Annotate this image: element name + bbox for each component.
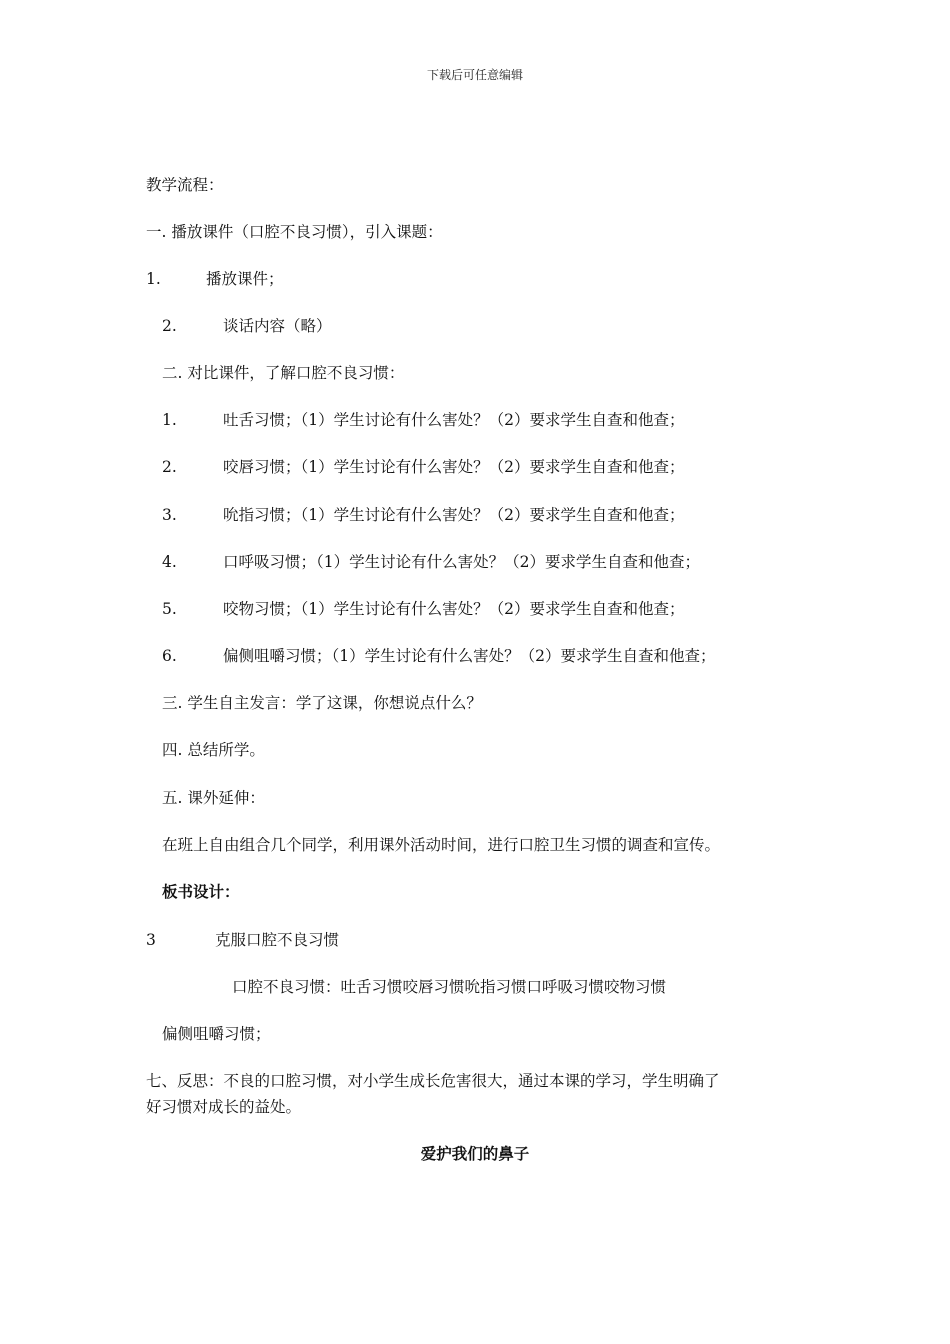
list-item: 吐舌习惯；（1）学生讨论有什么害处？（2）要求学生自查和他查； bbox=[223, 411, 685, 429]
list-item-number: 1. bbox=[162, 411, 177, 429]
board-design-heading: 板书设计： bbox=[162, 882, 240, 901]
list-item: 吮指习惯；（1）学生讨论有什么害处？（2）要求学生自查和他查； bbox=[223, 506, 685, 524]
list-item: 口呼吸习惯；（1）学生讨论有什么害处？（2）要求学生自查和他查； bbox=[223, 553, 700, 571]
list-item-number: 2. bbox=[162, 458, 177, 476]
list-item-number: 2. bbox=[162, 317, 177, 335]
section-2-heading: 二. 对比课件，了解口腔不良习惯： bbox=[162, 364, 405, 382]
list-item-number: 1. bbox=[146, 270, 161, 288]
intro-heading: 教学流程： bbox=[146, 176, 224, 194]
list-item-number: 4. bbox=[162, 553, 177, 571]
list-item-number: 6. bbox=[162, 647, 177, 665]
reflection-text: 七、反思：不良的口腔习惯，对小学生成长危害很大，通过本课的学习，学生明确了 bbox=[146, 1072, 720, 1090]
list-item: 谈话内容（略） bbox=[223, 317, 332, 335]
list-item: 偏侧咀嚼习惯；（1）学生讨论有什么害处？（2）要求学生自查和他查； bbox=[223, 647, 716, 665]
list-item: 播放课件； bbox=[206, 270, 284, 288]
section-4-heading: 四. 总结所学。 bbox=[162, 741, 265, 759]
board-title: 克服口腔不良习惯 bbox=[215, 931, 340, 949]
section-1-heading: 一. 播放课件（口腔不良习惯），引入课题： bbox=[146, 223, 443, 241]
list-item: 咬物习惯；（1）学生讨论有什么害处？（2）要求学生自查和他查； bbox=[223, 600, 685, 618]
board-line: 偏侧咀嚼习惯； bbox=[162, 1025, 271, 1043]
reflection-text: 好习惯对成长的益处。 bbox=[146, 1098, 302, 1116]
list-item-number: 5. bbox=[162, 600, 177, 618]
page-header: 下载后可任意编辑 bbox=[426, 68, 523, 82]
board-line: 口腔不良习惯：吐舌习惯咬唇习惯吮指习惯口呼吸习惯咬物习惯 bbox=[232, 978, 667, 996]
section-3-heading: 三. 学生自主发言：学了这课，你想说点什么？ bbox=[162, 694, 482, 712]
list-item-number: 3. bbox=[162, 506, 177, 524]
list-item: 咬唇习惯；（1）学生讨论有什么害处？（2）要求学生自查和他查； bbox=[223, 458, 685, 476]
section-5-heading: 五. 课外延伸： bbox=[162, 789, 265, 807]
next-lesson-title: 爱护我们的鼻子 bbox=[420, 1144, 530, 1163]
board-number: 3 bbox=[146, 931, 156, 949]
extension-text: 在班上自由组合几个同学，利用课外活动时间，进行口腔卫生习惯的调查和宣传。 bbox=[162, 836, 721, 854]
